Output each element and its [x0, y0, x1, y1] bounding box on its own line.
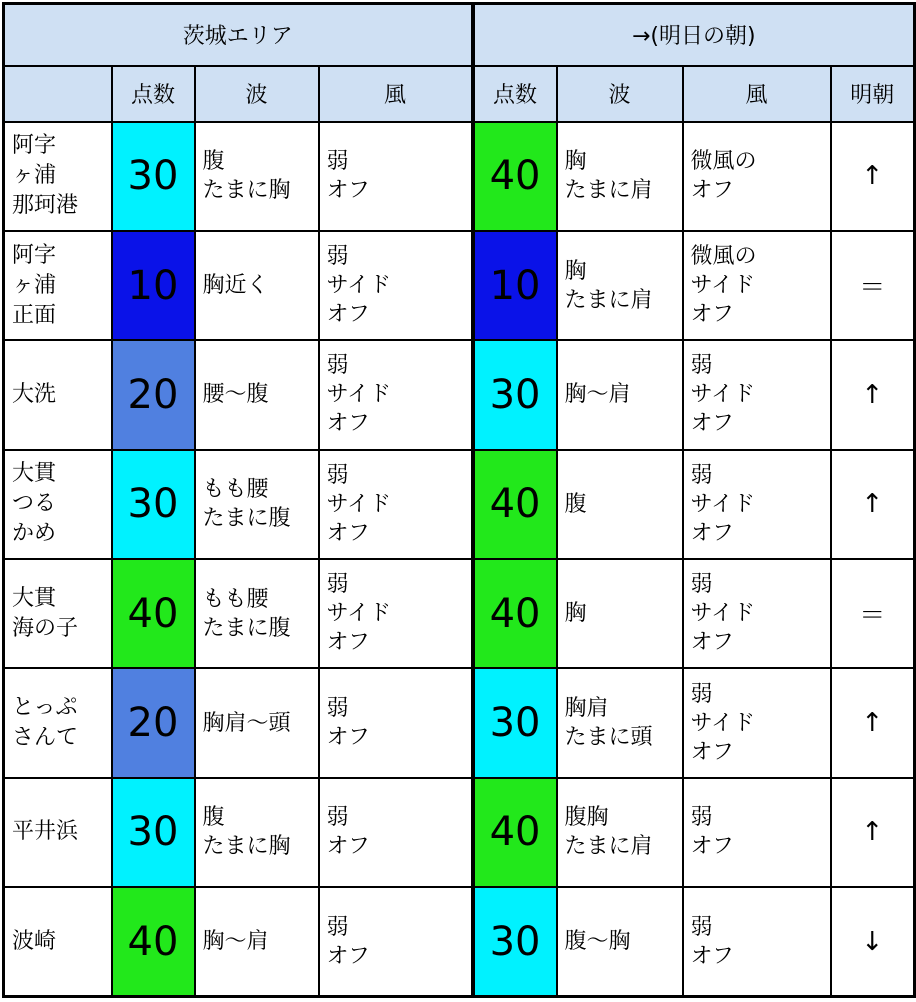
- spot-row: [4, 340, 915, 449]
- wind-cell-line: オフ: [326, 411, 370, 437]
- wave-cell: [195, 340, 319, 449]
- spot-name: [4, 559, 112, 668]
- tomorrow-score-cell: 30: [473, 668, 557, 777]
- tomorrow-wind-cell-line: 弱: [690, 353, 713, 379]
- wind-cell: [319, 450, 473, 559]
- header-row-columns: [4, 66, 915, 122]
- wind-cell-line: 弱: [326, 353, 349, 379]
- spot-name: [4, 450, 112, 559]
- wind-cell-line: オフ: [326, 178, 370, 204]
- tomorrow-wind-cell-line: サイド: [690, 382, 755, 408]
- tomorrow-wave-cell-line: 腹～胸: [564, 929, 631, 955]
- trend-arrow: ↑: [831, 778, 915, 887]
- tomorrow-score-cell: 30: [473, 340, 557, 449]
- wind-cell-line: 弱: [326, 462, 349, 488]
- score-cell: 20: [112, 668, 195, 777]
- spot-name-line: さんて: [12, 725, 79, 751]
- tomorrow-wave-cell: [557, 887, 683, 996]
- spot-row: [4, 887, 915, 996]
- wave-cell-line: たまに胸: [202, 178, 291, 204]
- wave-cell-line: もも腰: [202, 477, 269, 503]
- tomorrow-wind-cell-line: 弱: [690, 914, 713, 940]
- wave-cell-line: 胸肩～頭: [202, 710, 291, 736]
- tomorrow-wave-cell-line: たまに頭: [564, 725, 653, 751]
- tomorrow-wave-cell-line: 腹胸: [564, 805, 609, 831]
- score-cell: 30: [112, 450, 195, 559]
- spot-row: [4, 559, 915, 668]
- spot-name: [4, 231, 112, 340]
- wind-cell-line: 弱: [326, 149, 349, 175]
- tomorrow-wind-cell-line: オフ: [690, 630, 734, 656]
- wind-cell-line: オフ: [326, 520, 370, 546]
- tomorrow-wave-cell-line: たまに肩: [564, 178, 653, 204]
- wave-cell: [195, 450, 319, 559]
- tomorrow-score-cell: 40: [473, 122, 557, 231]
- wind-cell: [319, 778, 473, 887]
- surf-forecast-table: [2, 2, 916, 998]
- wave-header: 波: [195, 66, 319, 122]
- wave-cell-line: 腹: [202, 805, 225, 831]
- wave-cell: [195, 559, 319, 668]
- tomorrow-wave-cell-line: たまに肩: [564, 834, 653, 860]
- score-cell: 20: [112, 340, 195, 449]
- tomorrow-wave-cell: [557, 559, 683, 668]
- wave-cell: [195, 778, 319, 887]
- tomorrow-wave-cell-line: 胸肩: [564, 696, 609, 722]
- tomorrow-wind-cell-line: サイド: [690, 491, 755, 517]
- tomorrow-wind-cell-line: サイド: [690, 710, 755, 736]
- wind-cell-line: サイド: [326, 491, 391, 517]
- trend-arrow: ↑: [831, 340, 915, 449]
- spot-name-line: 大貫: [12, 461, 57, 487]
- score-cell: 40: [112, 559, 195, 668]
- tomorrow-wave-cell: [557, 450, 683, 559]
- trend-arrow: ↓: [831, 887, 915, 996]
- spot-name: [4, 668, 112, 777]
- wave-cell-line: たまに腹: [202, 506, 291, 532]
- tomorrow-wind-cell-line: サイド: [690, 273, 755, 299]
- tomorrow-wind-cell-line: 微風の: [690, 149, 757, 175]
- tomorrow-wave-cell: [557, 668, 683, 777]
- header-row-areas: [4, 4, 915, 66]
- spot-row: [4, 122, 915, 231]
- spot-name-line: 波崎: [12, 928, 57, 954]
- tomorrow-wind-cell-line: サイド: [690, 601, 755, 627]
- trend-arrow: ↑: [831, 668, 915, 777]
- trend-arrow: ＝: [831, 231, 915, 340]
- wind-header: 風: [319, 66, 473, 122]
- tomorrow-wind-cell-line: 弱: [690, 572, 713, 598]
- wave-cell-line: 腹: [202, 149, 225, 175]
- wind-cell-line: サイド: [326, 382, 391, 408]
- wave-cell: [195, 231, 319, 340]
- spot-name-line: 阿字: [12, 133, 57, 159]
- wind-cell-line: オフ: [326, 725, 370, 751]
- spot-name-line: 那珂港: [12, 193, 79, 219]
- trend-header: 明朝: [831, 66, 915, 122]
- spot-row: [4, 778, 915, 887]
- wave-cell-line: 胸～肩: [202, 929, 269, 955]
- spot-row: [4, 668, 915, 777]
- spot-name-line: 海の子: [12, 615, 79, 641]
- score-cell: 30: [112, 778, 195, 887]
- spot-name-line: 阿字: [12, 242, 57, 268]
- wind-cell-line: オフ: [326, 834, 370, 860]
- tomorrow-wind-cell-line: オフ: [690, 834, 734, 860]
- forecast-rows: [4, 122, 915, 997]
- spot-name-line: とっぷ: [12, 695, 78, 721]
- tomorrow-wind-cell-line: 弱: [690, 462, 713, 488]
- wind-cell-line: 弱: [326, 914, 349, 940]
- area-title: 茨城エリア: [4, 4, 473, 66]
- wave-cell-line: もも腰: [202, 586, 269, 612]
- wind-cell-line: 弱: [326, 572, 349, 598]
- spot-name-line: ヶ浦: [12, 272, 57, 298]
- spot-name: [4, 340, 112, 449]
- tomorrow-title: →(明日の朝): [473, 4, 915, 66]
- tomorrow-wave-cell: [557, 122, 683, 231]
- tomorrow-wind-cell-line: オフ: [690, 411, 734, 437]
- spot-name-line: かめ: [12, 521, 57, 547]
- wind-cell-line: オフ: [326, 302, 370, 328]
- wind-cell-line: オフ: [326, 943, 370, 969]
- spot-name-line: つる: [12, 491, 57, 517]
- spot-name-line: 正面: [12, 302, 57, 328]
- wind-cell: [319, 559, 473, 668]
- wind-cell-line: サイド: [326, 601, 391, 627]
- spot-name-line: ヶ浦: [12, 163, 57, 189]
- wind-cell: [319, 887, 473, 996]
- trend-arrow: ↑: [831, 450, 915, 559]
- spot-row: [4, 231, 915, 340]
- tomorrow-wave-header: 波: [557, 66, 683, 122]
- tomorrow-wave-cell-line: 胸: [564, 258, 587, 284]
- tomorrow-wave-cell: [557, 340, 683, 449]
- tomorrow-score-header: 点数: [473, 66, 557, 122]
- wave-cell-line: たまに胸: [202, 834, 291, 860]
- wave-cell: [195, 668, 319, 777]
- wind-cell-line: 弱: [326, 696, 349, 722]
- score-cell: 30: [112, 122, 195, 231]
- spot-name-line: 平井浜: [12, 819, 79, 845]
- tomorrow-score-cell: 30: [473, 887, 557, 996]
- tomorrow-wind-cell-line: 弱: [690, 805, 713, 831]
- tomorrow-score-cell: 10: [473, 231, 557, 340]
- wave-cell-line: たまに腹: [202, 615, 291, 641]
- tomorrow-wind-header: 風: [683, 66, 831, 122]
- trend-arrow: ＝: [831, 559, 915, 668]
- tomorrow-wind-cell-line: オフ: [690, 520, 734, 546]
- tomorrow-wind-cell: [683, 122, 831, 231]
- wind-cell: [319, 668, 473, 777]
- tomorrow-score-cell: 40: [473, 778, 557, 887]
- score-cell: 40: [112, 887, 195, 996]
- tomorrow-wind-cell: [683, 887, 831, 996]
- score-header: 点数: [112, 66, 195, 122]
- tomorrow-wind-cell-line: 弱: [690, 681, 713, 707]
- wind-cell-line: サイド: [326, 273, 391, 299]
- wave-cell-line: 胸近く: [202, 273, 269, 299]
- tomorrow-wind-cell-line: オフ: [690, 943, 734, 969]
- wave-cell: [195, 887, 319, 996]
- tomorrow-wind-cell-line: オフ: [690, 302, 734, 328]
- tomorrow-wave-cell: [557, 231, 683, 340]
- tomorrow-wave-cell-line: 胸: [564, 149, 587, 175]
- wind-cell: [319, 231, 473, 340]
- wind-cell-line: 弱: [326, 244, 349, 270]
- wind-cell-line: オフ: [326, 630, 370, 656]
- wind-cell: [319, 122, 473, 231]
- spot-name: [4, 122, 112, 231]
- tomorrow-wave-cell-line: たまに肩: [564, 287, 653, 313]
- spot-row: [4, 450, 915, 559]
- wind-cell: [319, 340, 473, 449]
- wind-cell-line: 弱: [326, 805, 349, 831]
- trend-arrow: ↑: [831, 122, 915, 231]
- spot-name-line: 大貫: [12, 585, 57, 611]
- tomorrow-wind-cell: [683, 778, 831, 887]
- wave-cell: [195, 122, 319, 231]
- tomorrow-wind-cell: [683, 450, 831, 559]
- tomorrow-wave-cell-line: 腹: [564, 491, 587, 517]
- tomorrow-wind-cell-line: 微風の: [690, 244, 757, 270]
- score-cell: 10: [112, 231, 195, 340]
- tomorrow-wind-cell-line: オフ: [690, 178, 734, 204]
- spot-name: [4, 778, 112, 887]
- tomorrow-score-cell: 40: [473, 450, 557, 559]
- tomorrow-wind-cell-line: オフ: [690, 739, 734, 765]
- tomorrow-wind-cell: [683, 340, 831, 449]
- spot-name: [4, 887, 112, 996]
- tomorrow-score-cell: 40: [473, 559, 557, 668]
- wave-cell-line: 腰～腹: [202, 382, 269, 408]
- tomorrow-wave-cell: [557, 778, 683, 887]
- tomorrow-wave-cell-line: 胸: [564, 601, 587, 627]
- spot-header-empty: [4, 66, 112, 122]
- tomorrow-wave-cell-line: 胸～肩: [564, 382, 631, 408]
- tomorrow-wind-cell: [683, 668, 831, 777]
- tomorrow-wind-cell: [683, 559, 831, 668]
- spot-name-line: 大洗: [12, 381, 57, 407]
- tomorrow-wind-cell: [683, 231, 831, 340]
